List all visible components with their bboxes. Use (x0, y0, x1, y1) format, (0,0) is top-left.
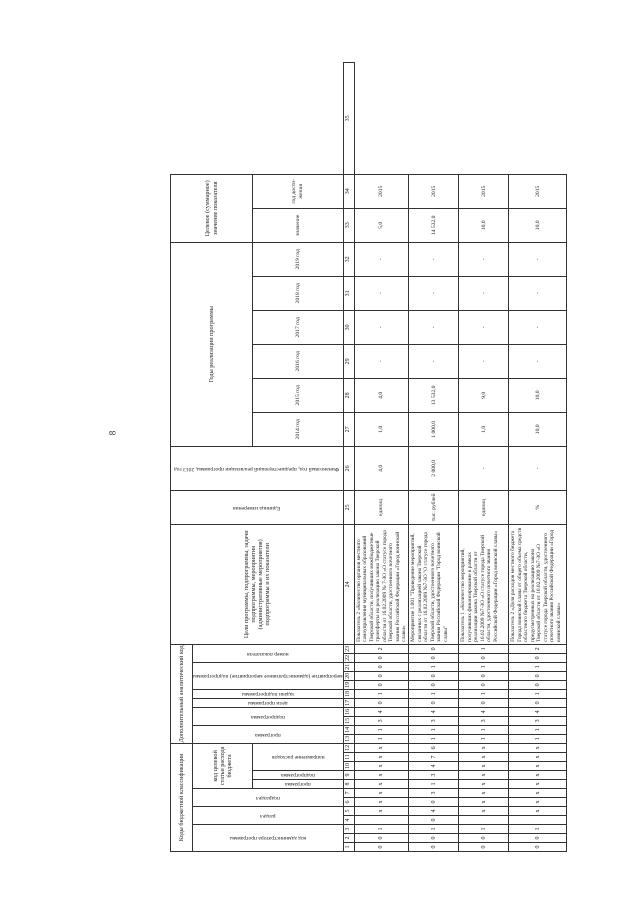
page-number: 8 (107, 430, 118, 436)
code-digit: 1 (459, 825, 509, 834)
code-digit: х (509, 798, 567, 807)
code-digit: 6 (409, 743, 459, 752)
cell-achieve: 2015 (459, 174, 509, 208)
cell-achieve: 2015 (409, 174, 459, 208)
column-number: 16 (343, 707, 354, 716)
code-digit: 1 (459, 689, 509, 698)
header-subsection: подраздел (193, 789, 344, 807)
budget-program-table-container (170, 62, 562, 852)
code-digit: 0 (459, 680, 509, 689)
cell-y2017: - (354, 310, 409, 344)
header-value: значение (253, 208, 343, 242)
table-row (509, 63, 567, 852)
column-number: 5 (343, 807, 354, 816)
cell-prev: - (509, 446, 567, 490)
code-digit: х (509, 771, 567, 780)
cell-y2016: - (509, 344, 567, 378)
code-digit: 0 (509, 671, 567, 680)
code-digit: х (354, 743, 409, 752)
code-digit: 0 (409, 671, 459, 680)
header-2016: 2016 год (253, 344, 343, 378)
cell-y2015: 10,0 (509, 378, 567, 412)
code-digit: 1 (409, 734, 459, 743)
cell-prev: 2 000,0 (409, 446, 459, 490)
header-analytic-codes: Дополнительный аналитический код (171, 644, 193, 743)
cell-y2016: - (409, 344, 459, 378)
cell-prev: 4,0 (354, 446, 409, 490)
code-digit: х (354, 771, 409, 780)
code-digit: 0 (354, 843, 409, 852)
code-digit: 1 (459, 662, 509, 671)
code-digit: 0 (409, 653, 459, 662)
code-digit: 1 (509, 725, 567, 734)
code-digit: 0 (509, 680, 567, 689)
header-program: программа (253, 780, 343, 789)
code-digit: 0 (509, 653, 567, 662)
column-number: 34 (343, 174, 354, 208)
budget-program-table (170, 62, 567, 852)
column-number: 7 (343, 789, 354, 798)
column-number: 23 (343, 644, 354, 653)
header-direction: направление расходов (253, 743, 343, 770)
cell-y2019: - (409, 242, 459, 276)
header-2015: 2015 год (253, 378, 343, 412)
cell-y2014: 1 000,0 (409, 412, 459, 446)
code-digit: 3 (459, 716, 509, 725)
header-prev-year: Финансовый год, предшествующий реализации программы, 2013 год (171, 446, 344, 490)
code-digit: х (354, 807, 409, 816)
column-number: 32 (343, 242, 354, 276)
header-2019: 2019 год (253, 242, 343, 276)
code-digit: 0 (409, 834, 459, 843)
header-2014: 2014 год (253, 412, 343, 446)
code-digit: 0 (409, 644, 459, 653)
code-digit: 1 (509, 689, 567, 698)
cell-y2014: 1,0 (354, 412, 409, 446)
code-digit: 0 (459, 653, 509, 662)
code-digit: 4 (409, 707, 459, 716)
code-digit: 0 (354, 671, 409, 680)
code-digit: 1 (409, 662, 459, 671)
code-digit: х (509, 753, 567, 762)
cell-y2014: 10,0 (509, 412, 567, 446)
column-number: 25 (343, 490, 354, 524)
code-digit: 3 (409, 789, 459, 798)
table-row (459, 63, 509, 852)
cell-achieve: 2015 (509, 174, 567, 208)
code-digit: 1 (409, 689, 459, 698)
code-digit (354, 816, 409, 825)
cell-unit: единиц (354, 490, 409, 524)
code-digit: 3 (409, 771, 459, 780)
code-digit: 0 (409, 816, 459, 825)
column-number: 10 (343, 762, 354, 771)
code-digit: х (509, 762, 567, 771)
code-digit: 1 (459, 644, 509, 653)
code-digit: 1 (509, 825, 567, 834)
code-digit (459, 816, 509, 825)
cell-y2015: 13 532,0 (409, 378, 459, 412)
code-digit: 1 (409, 825, 459, 834)
code-digit: 0 (354, 680, 409, 689)
code-digit (509, 816, 567, 825)
column-number: 2 (343, 834, 354, 843)
column-number: 3 (343, 825, 354, 834)
code-digit: 3 (354, 716, 409, 725)
code-digit: х (459, 753, 509, 762)
cell-value: 14 532,0 (409, 208, 459, 242)
header-budget-codes: Коды бюджетной классификации (171, 743, 193, 851)
table-row (409, 63, 459, 852)
cell-achieve: 2015 (354, 174, 409, 208)
column-number: 18 (343, 689, 354, 698)
code-digit: х (459, 771, 509, 780)
cell-unit: единиц (459, 490, 509, 524)
row-name: Показатель 2 «Количество органов местного самоуправления муниципальных образований Тверской области, получивших межбюджетные трансферты на реализацию закона Тверской области от 16.02.2009 № 7-ЗО «О статусе города Тверской области, удостоенного почетного звания Российской Федерации «Город воинской славы» (354, 524, 409, 644)
header-years: Годы реализации программы (171, 242, 253, 446)
cell-y2015: 9,0 (459, 378, 509, 412)
code-digit: 2 (354, 644, 409, 653)
code-digit: 1 (409, 780, 459, 789)
column-number: 29 (343, 344, 354, 378)
code-digit: 2 (509, 644, 567, 653)
code-digit: 0 (409, 843, 459, 852)
column-number: 26 (343, 446, 354, 490)
column-number: 12 (343, 743, 354, 752)
column-number: 35 (343, 63, 354, 175)
column-number: 6 (343, 798, 354, 807)
code-digit: х (354, 798, 409, 807)
code-digit: х (509, 789, 567, 798)
cell-y2015: 4,0 (354, 378, 409, 412)
code-digit: 0 (509, 843, 567, 852)
column-number: 20 (343, 671, 354, 680)
code-digit: х (459, 743, 509, 752)
column-number: 27 (343, 412, 354, 446)
code-digit: 1 (354, 725, 409, 734)
code-digit: 1 (509, 662, 567, 671)
cell-y2019: - (354, 242, 409, 276)
code-digit: 1 (354, 734, 409, 743)
cell-y2019: - (509, 242, 567, 276)
column-number: 14 (343, 725, 354, 734)
column-number: 17 (343, 698, 354, 707)
cell-value: 5,0 (354, 208, 409, 242)
header-admin-code: код администратора программы (193, 825, 344, 852)
column-number: 33 (343, 208, 354, 242)
code-digit: 4 (459, 707, 509, 716)
column-number-row (343, 63, 354, 852)
cell-y2018: - (459, 276, 509, 310)
cell-y2017: - (509, 310, 567, 344)
code-digit: 0 (409, 680, 459, 689)
code-digit: х (459, 798, 509, 807)
column-number: 1 (343, 843, 354, 852)
column-number: 21 (343, 662, 354, 671)
code-digit: 1 (509, 734, 567, 743)
code-digit: х (459, 762, 509, 771)
code-digit: 1 (459, 725, 509, 734)
column-number: 19 (343, 680, 354, 689)
code-digit: 0 (509, 834, 567, 843)
header-subprogram-b: подпрограмма (253, 771, 343, 780)
cell-y2018: - (509, 276, 567, 310)
column-number: 11 (343, 753, 354, 762)
cell-value: 10,0 (459, 208, 509, 242)
cell-y2019: - (459, 242, 509, 276)
column-number: 22 (343, 653, 354, 662)
header-an-event: мероприятие (административное мероприятие) подпрограммы (193, 662, 344, 689)
code-digit: 7 (409, 753, 459, 762)
rotated-page (170, 62, 562, 852)
code-digit: х (509, 807, 567, 816)
header-an-program: программа (193, 725, 344, 743)
code-digit: х (459, 789, 509, 798)
code-digit: 0 (459, 671, 509, 680)
header-an-indicator: номер показателя (193, 644, 344, 662)
column-number: 31 (343, 276, 354, 310)
code-digit: 0 (354, 834, 409, 843)
column-number: 28 (343, 378, 354, 412)
row-name: Показатель 1 «Количество мероприятий, получивших финансирование в рамках реализации закона Тверской области от 16.02.2009 №7-ЗО «О статусе города Тверской области, удостоенного почетного звания Российской Федерации «Город воинской славы» (459, 524, 509, 644)
header-target: Целевое (суммарное) значение показателя (171, 174, 253, 242)
header-2018: 2018 год (253, 276, 343, 310)
cell-y2017: - (409, 310, 459, 344)
cell-prev: - (459, 446, 509, 490)
code-digit: 4 (354, 707, 409, 716)
column-number: 9 (343, 771, 354, 780)
row-name: Показатель 2 «Доля расходов местного бюджета Города воинской славы от общего объема средств областного бюджета Тверской области, предусмотренных на реализацию закона Тверской области от 16.02.2009 №7-ЗО «О статусе города Тверской области, удостоенного почетного звания Российской Федерации «Город воинской славы» (509, 524, 567, 644)
cell-y2014: 1,0 (459, 412, 509, 446)
header-an-goal: цели программы (193, 698, 344, 707)
table-row (354, 63, 409, 852)
code-digit: 1 (354, 689, 409, 698)
column-number: 24 (343, 524, 354, 644)
code-digit: х (354, 789, 409, 798)
code-digit: х (459, 807, 509, 816)
column-number: 4 (343, 816, 354, 825)
header-section: раздел (193, 807, 344, 825)
code-digit: 3 (509, 716, 567, 725)
column-number: 13 (343, 734, 354, 743)
code-digit: 0 (459, 834, 509, 843)
header-an-subprogram: подпрограмма (193, 707, 344, 725)
code-digit: 1 (354, 825, 409, 834)
code-digit: 0 (409, 798, 459, 807)
code-digit: 3 (409, 716, 459, 725)
code-digit: х (509, 743, 567, 752)
code-digit: 0 (354, 698, 409, 707)
cell-unit: тыс. рублей (409, 490, 459, 524)
code-digit: х (354, 753, 409, 762)
column-number: 15 (343, 716, 354, 725)
code-digit: 4 (509, 707, 567, 716)
column-number: 8 (343, 780, 354, 789)
row-name: Мероприятие 1.001 "Проведение мероприятий, связанных с реализацией закона Тверской области от 16.02.2009 №7-ЗО "О статусе города Тверской области, удостоенного почетного звания Российской Федерации "Город воинской славы" (409, 524, 459, 644)
code-digit: 0 (509, 698, 567, 707)
cell-y2018: - (354, 276, 409, 310)
header-names: Цели программы, подпрограммы, задачи подпрограммы, мероприятия (административные мероприятия) подпрограммы и их показатели (171, 524, 344, 644)
header-unit: Единица измерения (171, 490, 344, 524)
code-digit: х (509, 780, 567, 789)
code-digit: 4 (409, 762, 459, 771)
code-digit: х (354, 762, 409, 771)
code-digit: 1 (459, 734, 509, 743)
code-digit: 0 (409, 698, 459, 707)
column-number: 30 (343, 310, 354, 344)
code-digit: 0 (354, 653, 409, 662)
code-digit: х (459, 780, 509, 789)
header-an-subgoal: задачи подпрограммы (193, 689, 344, 698)
cell-y2017: - (459, 310, 509, 344)
code-digit: х (354, 780, 409, 789)
code-digit: 0 (354, 662, 409, 671)
code-digit: 1 (409, 725, 459, 734)
cell-y2016: - (459, 344, 509, 378)
code-digit: 0 (459, 843, 509, 852)
header-achieve-year: год дости-жения (253, 174, 343, 208)
cell-y2016: - (354, 344, 409, 378)
cell-y2018: - (409, 276, 459, 310)
cell-unit: % (509, 490, 567, 524)
header-2017: 2017 год (253, 310, 343, 344)
code-digit: 0 (459, 698, 509, 707)
cell-value: 10,0 (509, 208, 567, 242)
code-digit: 4 (409, 807, 459, 816)
header-target-article: код целевой статьи расхода бюджета (193, 743, 253, 788)
